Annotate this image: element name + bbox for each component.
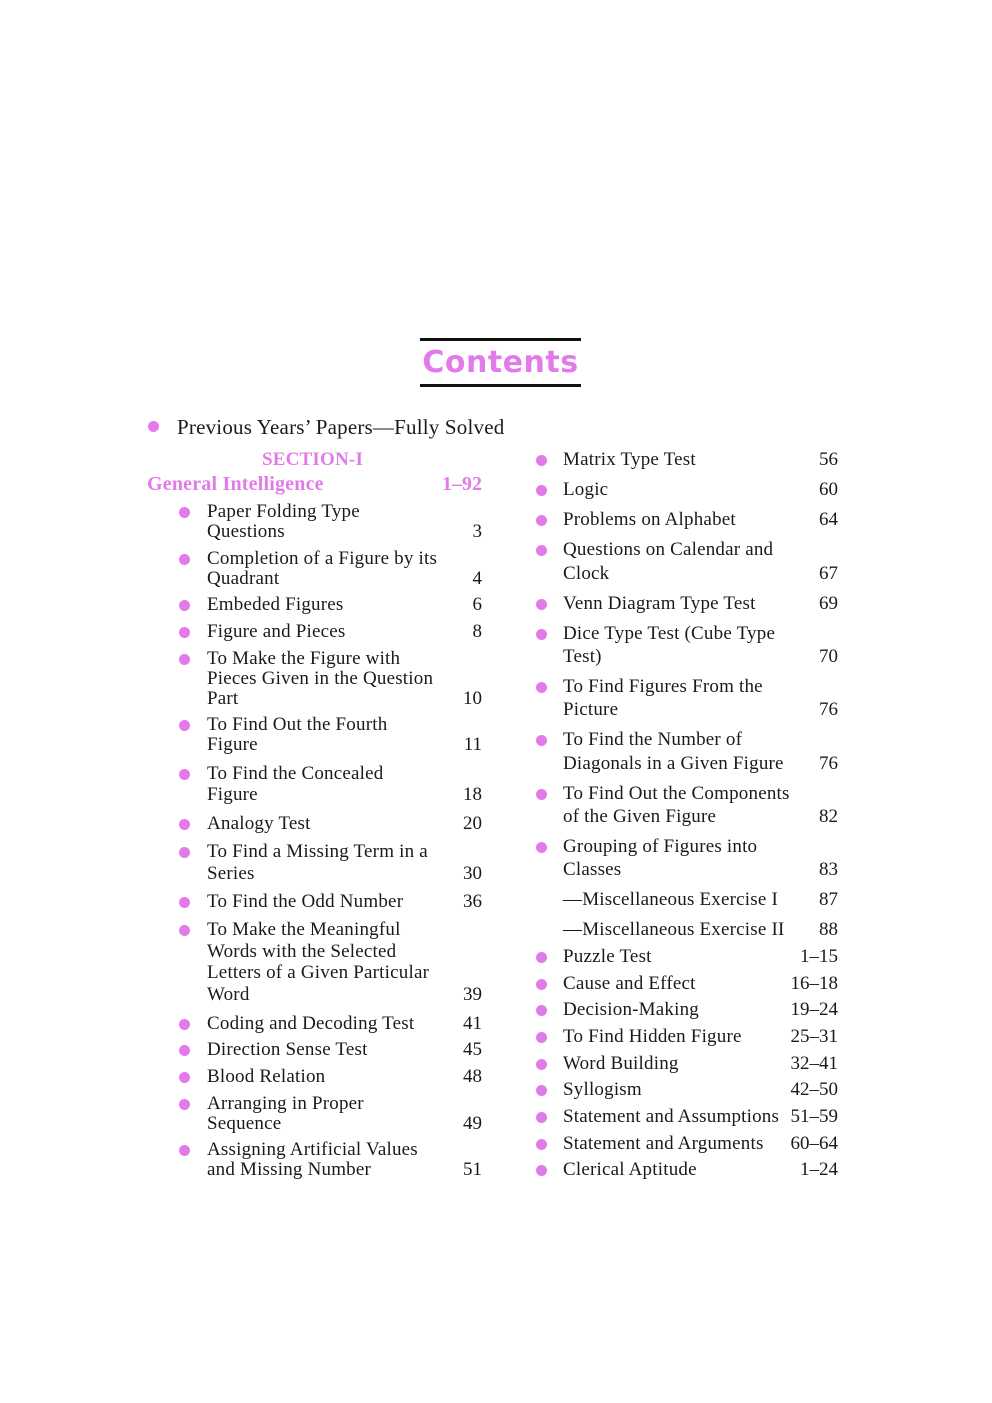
toc-entry-text: of the Given Figure bbox=[563, 806, 717, 827]
bullet-icon bbox=[536, 1005, 547, 1016]
intro-text: Previous Years’ Papers—Fully Solved bbox=[177, 415, 505, 439]
bullet-icon bbox=[536, 515, 547, 526]
toc-entry-text: Dice Type Test (Cube Type bbox=[563, 623, 776, 644]
toc-entry-text: Statement and Assumptions bbox=[563, 1106, 780, 1127]
toc-entry-text: Series bbox=[207, 863, 255, 884]
section-pages: 1–92 bbox=[442, 473, 482, 495]
bullet-icon bbox=[536, 1032, 547, 1043]
bullet-icon bbox=[536, 842, 547, 853]
toc-page-number: 70 bbox=[819, 646, 838, 667]
bullet-icon bbox=[536, 485, 547, 496]
toc-entry-text: —Miscellaneous Exercise I bbox=[563, 889, 778, 910]
bullet-icon bbox=[536, 1139, 547, 1150]
toc-page-number: 45 bbox=[463, 1039, 482, 1060]
bullet-icon bbox=[536, 1112, 547, 1123]
bullet-icon bbox=[179, 507, 190, 518]
toc-entry-text: Picture bbox=[563, 699, 619, 720]
bullet-icon bbox=[179, 1099, 190, 1110]
toc-page-number: 60 bbox=[819, 479, 838, 500]
toc-page-number: 42–50 bbox=[790, 1079, 838, 1100]
bullet-icon bbox=[536, 1085, 547, 1096]
toc-entry-text: Direction Sense Test bbox=[207, 1039, 368, 1060]
toc-page-number: 8 bbox=[472, 621, 482, 642]
toc-entry-text: Analogy Test bbox=[207, 813, 311, 834]
bullet-icon bbox=[179, 627, 190, 638]
toc-entry-text: Logic bbox=[563, 479, 609, 500]
toc-entry-text: Puzzle Test bbox=[563, 946, 652, 967]
intro-bullet-icon bbox=[148, 421, 159, 432]
toc-page-number: 51–59 bbox=[790, 1106, 838, 1127]
toc-entry-text: Test) bbox=[563, 646, 602, 667]
toc-entry-text: To Find a Missing Term in a bbox=[207, 841, 428, 862]
toc-entry-text: Diagonals in a Given Figure bbox=[563, 753, 784, 774]
toc-page-number: 10 bbox=[463, 688, 482, 709]
bullet-icon bbox=[179, 897, 190, 908]
toc-page-number: 83 bbox=[819, 859, 838, 880]
bullet-icon bbox=[179, 847, 190, 858]
toc-entry-text: To Find the Odd Number bbox=[207, 891, 404, 912]
toc-entry-text: To Find Out the Components bbox=[563, 783, 790, 804]
toc-page-number: 60–64 bbox=[790, 1133, 838, 1154]
toc-page-number: 6 bbox=[472, 594, 482, 615]
toc-page-number: 76 bbox=[819, 699, 838, 720]
toc-page-number: 36 bbox=[463, 891, 482, 912]
toc-entry-text: To Find the Number of bbox=[563, 729, 743, 750]
toc-entry-text: Word Building bbox=[563, 1053, 679, 1074]
toc-page-number: 11 bbox=[463, 734, 482, 755]
toc-entry-text: Part bbox=[207, 688, 239, 709]
toc-entry-text: To Find Hidden Figure bbox=[563, 1026, 742, 1047]
toc-entry-text: Assigning Artificial Values bbox=[207, 1139, 418, 1160]
bullet-icon bbox=[179, 554, 190, 565]
bullet-icon bbox=[536, 1059, 547, 1070]
contents-title: Contents bbox=[422, 345, 579, 380]
toc-entry-text: To Find the Concealed bbox=[207, 763, 384, 784]
toc-entry-text: Paper Folding Type bbox=[207, 501, 360, 522]
toc-entry-text: Word bbox=[207, 984, 250, 1006]
toc-entry-text: Grouping of Figures into bbox=[563, 836, 758, 857]
toc-page-number: 18 bbox=[463, 784, 482, 805]
toc-entry-text: Quadrant bbox=[207, 568, 280, 589]
bullet-icon bbox=[179, 1072, 190, 1083]
toc-page-number: 48 bbox=[463, 1066, 482, 1087]
toc-entry-text: Letters of a Given Particular bbox=[207, 962, 430, 984]
toc-page-number: 19–24 bbox=[790, 999, 838, 1020]
toc-entry-text: Figure bbox=[207, 734, 258, 755]
toc-page-number: 56 bbox=[819, 449, 838, 470]
bullet-icon bbox=[179, 600, 190, 611]
section-name: General Intelligence bbox=[147, 473, 324, 495]
toc-entry-text: Statement and Arguments bbox=[563, 1133, 764, 1154]
toc-entry-text: Embeded Figures bbox=[207, 594, 344, 615]
toc-entry-text: Matrix Type Test bbox=[563, 449, 696, 470]
toc-page-number: 16–18 bbox=[790, 973, 838, 994]
toc-page-number: 88 bbox=[819, 919, 838, 940]
toc-page-number: 82 bbox=[819, 806, 838, 827]
toc-entry-text: Problems on Alphabet bbox=[563, 509, 736, 530]
toc-page-number: 1–15 bbox=[800, 946, 838, 967]
bullet-icon bbox=[179, 1045, 190, 1056]
toc-entry-text: Words with the Selected bbox=[207, 940, 397, 962]
toc-page-number: 1–24 bbox=[800, 1159, 838, 1180]
toc-page-number: 39 bbox=[463, 984, 482, 1006]
bullet-icon bbox=[536, 979, 547, 990]
toc-page-number: 30 bbox=[463, 863, 482, 884]
toc-page-number: 32–41 bbox=[790, 1053, 838, 1074]
toc-page-number: 69 bbox=[819, 593, 838, 614]
toc-page-number: 4 bbox=[472, 568, 482, 589]
toc-page-number: 3 bbox=[472, 521, 482, 542]
toc-page-number: 20 bbox=[463, 813, 482, 834]
section-heading: SECTION-I bbox=[262, 449, 364, 470]
bullet-icon bbox=[536, 952, 547, 963]
toc-page-number: 64 bbox=[819, 509, 838, 530]
bullet-icon bbox=[536, 682, 547, 693]
bullet-icon bbox=[179, 720, 190, 731]
bullet-icon bbox=[536, 789, 547, 800]
toc-entry-text: Clock bbox=[563, 563, 610, 584]
toc-entry-text: Clerical Aptitude bbox=[563, 1159, 697, 1180]
toc-entry-text: To Make the Meaningful bbox=[207, 919, 401, 940]
toc-entry-text: Syllogism bbox=[563, 1079, 642, 1100]
toc-page-number: 49 bbox=[463, 1113, 482, 1134]
toc-entry-text: Classes bbox=[563, 859, 622, 880]
toc-entry-text: Coding and Decoding Test bbox=[207, 1013, 415, 1034]
bullet-icon bbox=[536, 545, 547, 556]
bullet-icon bbox=[179, 654, 190, 665]
bullet-icon bbox=[179, 1145, 190, 1156]
toc-entry-text: To Find Out the Fourth bbox=[207, 714, 388, 735]
toc-entry-text: and Missing Number bbox=[207, 1159, 372, 1180]
toc-page-number: 51 bbox=[463, 1159, 482, 1180]
bullet-icon bbox=[536, 1165, 547, 1176]
bullet-icon bbox=[536, 629, 547, 640]
toc-entry-text: Figure bbox=[207, 784, 258, 805]
toc-entry-text: Decision-Making bbox=[563, 999, 699, 1020]
toc-entry-text: Figure and Pieces bbox=[207, 621, 346, 642]
toc-entry-text: —Miscellaneous Exercise II bbox=[563, 919, 785, 940]
toc-entry-text: Venn Diagram Type Test bbox=[563, 593, 756, 614]
bullet-icon bbox=[179, 925, 190, 936]
toc-entry-text: Completion of a Figure by its bbox=[207, 548, 438, 569]
toc-entry-text: Blood Relation bbox=[207, 1066, 326, 1087]
bullet-icon bbox=[536, 455, 547, 466]
bullet-icon bbox=[536, 735, 547, 746]
toc-entry-text: Questions bbox=[207, 521, 285, 542]
toc-entry-text: Arranging in Proper bbox=[207, 1093, 364, 1114]
toc-page-number: 41 bbox=[463, 1013, 482, 1034]
toc-entry-text: Questions on Calendar and bbox=[563, 539, 774, 560]
bullet-icon bbox=[179, 1019, 190, 1030]
toc-entry-text: Sequence bbox=[207, 1113, 282, 1134]
toc-page-number: 67 bbox=[819, 563, 838, 584]
toc-entry-text: To Make the Figure with bbox=[207, 648, 401, 669]
contents-title-box bbox=[420, 338, 581, 387]
toc-entry-text: Cause and Effect bbox=[563, 973, 696, 994]
toc-entry-text: To Find Figures From the bbox=[563, 676, 763, 697]
toc-page-number: 25–31 bbox=[790, 1026, 838, 1047]
bullet-icon bbox=[179, 769, 190, 780]
toc-page-number: 87 bbox=[819, 889, 838, 910]
toc-entry-text: Pieces Given in the Question bbox=[207, 668, 434, 689]
bullet-icon bbox=[536, 599, 547, 610]
bullet-icon bbox=[179, 819, 190, 830]
toc-page-number: 76 bbox=[819, 753, 838, 774]
